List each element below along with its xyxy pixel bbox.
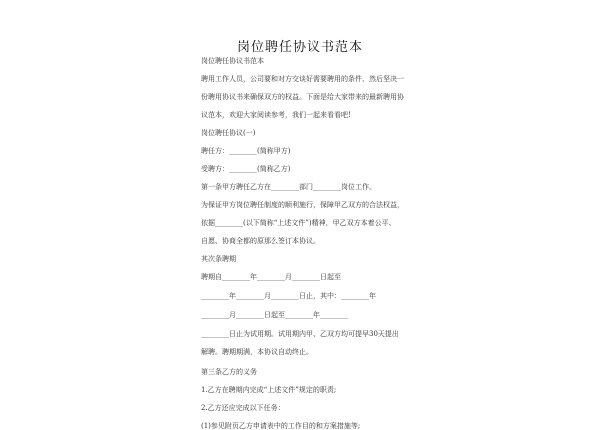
- paragraph-line: 自愿、协商全都的原那么签订本协议。: [201, 237, 320, 245]
- section-heading: 岗位聘任协议(一): [201, 129, 256, 137]
- paragraph-line: 为保证甲方岗位聘任制度的顺利施行，保障甲乙双方的合法权益，: [201, 201, 404, 209]
- list-item: (1)参见附页乙方申请表中的工作目的和方案措施等;: [201, 422, 361, 430]
- paragraph-line: ________年________月________日止，其中：________年: [201, 292, 376, 300]
- paragraph-line: 份聘用协议书来确保双方的权益。下面是给大家带来的最新聘用协: [201, 93, 404, 101]
- paragraph-line: 聘期自________年________月________日起至: [201, 273, 341, 281]
- party-b-line: 受聘方：________(简称乙方): [201, 165, 291, 173]
- article-3-heading: 第三条乙方的义务: [201, 368, 257, 376]
- paragraph-line: 依据________(以下简称“上述文件”)精神，甲乙双方本着公平、: [201, 219, 396, 227]
- subtitle-line: 岗位聘任协议书范本: [201, 57, 264, 65]
- party-a-line: 聘任方：________(简称甲方): [201, 147, 291, 155]
- page-title: 岗位聘任协议书范本: [236, 40, 363, 55]
- paragraph-line: 解聘。聘期期满，本协议自动终止。: [201, 348, 313, 356]
- article-2-heading: 其次条聘期: [201, 255, 236, 263]
- paragraph-line: 聘用工作人员，公司要和对方交谈好需要聘用的条件、然后坚决一: [201, 75, 404, 83]
- paragraph-line: ________月________日起至________年________: [201, 311, 348, 319]
- document-body: [201, 58, 411, 430]
- paragraph-line: ________日止为试用期。试用期内甲、乙双方均可提早30天提出: [201, 330, 399, 338]
- article-1-line: 第一条甲方聘任乙方在________部门________岗位工作。: [201, 183, 376, 191]
- list-item: 1.乙方在聘期内完成“上述文件”规定的职责;: [201, 386, 337, 394]
- list-item: 2.乙方还应完成以下任务：: [201, 404, 285, 412]
- paragraph-line: 议范本，欢迎大家阅读参考，我们一起来看看吧!: [201, 111, 351, 119]
